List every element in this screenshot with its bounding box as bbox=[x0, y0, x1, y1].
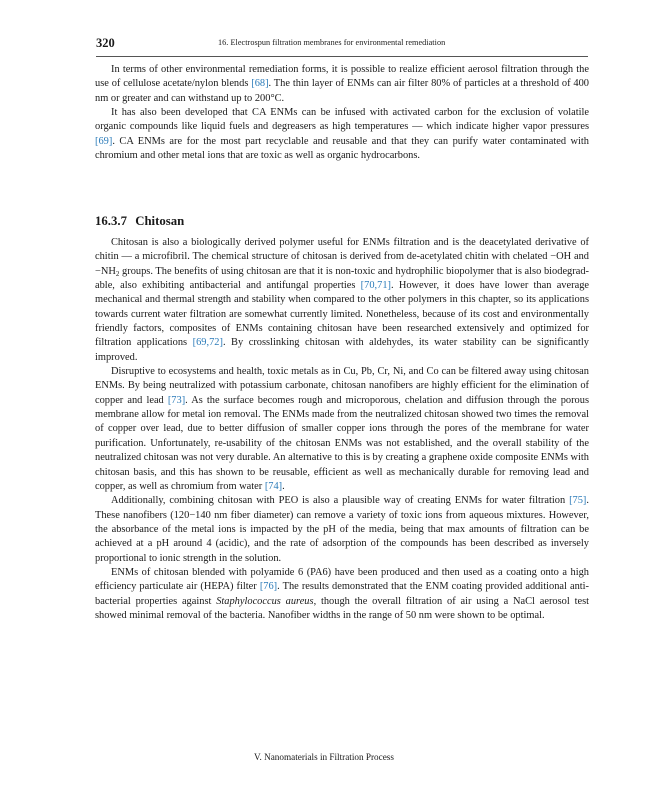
text-run: . bbox=[282, 480, 285, 492]
paragraph bbox=[95, 566, 589, 623]
text-run: . As the surface becomes rough and microporous, chelation and diffusion through the porous membrane allow for metal ion removal. The ENMs made from the neutralized chitosan showed two times the removal of copper over lead, due to better diffusion of smaller copper ions through the pores of the membrane for water purification. Unfortunately, re-usability of the chitosan ENMs was not established, and the overall stability of the neutralized chitosan was not very durable. An alternative to this is by creating a graphene oxide composite ENMs with chitosan basis, and this has shown to be reusable, efficient as well as mechanically durable for removing lead and copper, as well as chromium from water bbox=[95, 394, 589, 492]
text-run: Chitosan is also a biologically derived polymer useful for ENMs filtration and is the deacetylated derivative of chitin — a microfibril. The chemical structure of chitosan is derived from de-acetylated chitin with chelated −OH and −NH bbox=[95, 237, 589, 277]
text-run: . By crosslinking chitosan with aldehydes, its water stability can be significantly improved. bbox=[95, 337, 589, 363]
section-title: Chitosan bbox=[135, 214, 185, 228]
text-run: In terms of other environmental remediation forms, it is possible to realize efficient aerosol filtration through the use of cellulose acetate/nylon blends bbox=[95, 64, 589, 90]
section-number: 16.3.7 bbox=[95, 214, 127, 228]
paragraph bbox=[95, 365, 589, 494]
subscript: 2 bbox=[115, 269, 120, 278]
citation-link[interactable]: [69] bbox=[95, 135, 113, 147]
citation-link[interactable]: [76] bbox=[259, 581, 278, 593]
paragraph bbox=[95, 236, 589, 365]
page-footer: V. Nanomaterials in Filtration Process bbox=[254, 752, 394, 762]
paragraph bbox=[95, 63, 589, 106]
text-run: . These nanofibers (120−140 nm fiber diameter) can remove a variety of toxic ions from aqueous mixtures. However, the absorbance of the metal ions is impacted by the pH of the media, being that max amounts of filtration can be achieved at a pH around 4 (acidic), and the rate of adsorption of the compounds has been described as inversely proportional to ionic strength in the solution. bbox=[95, 495, 589, 564]
text-run: . The thin layer of ENMs can air filter 80% of particles at a threshold of 400 nm or greater and can withstand up to 200°C. bbox=[95, 78, 589, 104]
text-run: groups. The benefits of using chitosan are that it is non-toxic and hydrophilic biopolymer that is also biodegradable, also exhibiting antibacterial and antifungal properties bbox=[95, 265, 589, 292]
chitosan-text bbox=[95, 236, 589, 623]
citation-link[interactable]: [75] bbox=[569, 495, 587, 507]
species-name: Staphylococcus aureus bbox=[216, 595, 314, 607]
page-number: 320 bbox=[96, 36, 115, 50]
citation-link[interactable]: [73] bbox=[167, 394, 186, 406]
text-run: . The results demonstrated that the ENM coating provided additional anti-bacterial properties against bbox=[95, 581, 589, 607]
text-run: . However, it does have lower than average mechanical and thermal strength and stability when compared to the other polymers in this chapter, so its applications towards current water filtration are somewhat currently limited. Nonetheless, because of its cost and environmentally friendly factors, composites of ENMs containing chitosan have been researched extensively and optimized for filtration applications bbox=[95, 280, 589, 349]
citation-link[interactable]: [69,72] bbox=[192, 337, 223, 349]
intro-text bbox=[95, 63, 589, 163]
citation-link[interactable]: [70,71] bbox=[360, 280, 391, 292]
paragraph bbox=[95, 106, 589, 163]
text-run: ENMs of chitosan blended with polyamide 6 (PA6) have been produced and then used as a coating onto a high efficiency particulate air (HEPA) filter bbox=[95, 566, 589, 593]
running-title: 16. Electrospun filtration membranes for environmental remediation bbox=[218, 38, 446, 47]
text-run: Disruptive to ecosystems and health, toxic metals as in Cu, Pb, Cr, Ni, and Co can be filtered away using chitosan ENMs. By being neutralized with potassium carbonate, chitosan nanofibers are highly efficient for the elimination of copper and lead bbox=[95, 366, 589, 406]
citation-link[interactable]: [68] bbox=[251, 78, 269, 90]
text-run: Additionally, combining chitosan with PEO is also a plausible way of creating ENMs for water filtration bbox=[111, 495, 570, 507]
section-heading bbox=[95, 214, 184, 229]
running-header bbox=[96, 36, 588, 52]
text-run: . CA ENMs are for the most part recyclable and reusable and that they can purify water contaminated with chromium and other metal ions that are toxic as well as organic hydrocarbons. bbox=[95, 135, 589, 162]
text-run: , though the overall filtration of air using a NaCl aerosol test showed minimal removal of the bacteria. Nanofiber widths in the range of 50 nm were shown to be optimal. bbox=[95, 595, 590, 621]
paragraph bbox=[95, 494, 589, 566]
text-run: It has also been developed that CA ENMs can be infused with activated carbon for the exclusion of volatile organic compounds like liquid fuels and degreasers as high temperatures — which indicate higher vapor pressures bbox=[95, 107, 589, 133]
citation-link[interactable]: [74] bbox=[264, 480, 283, 492]
header-rule bbox=[96, 56, 588, 57]
